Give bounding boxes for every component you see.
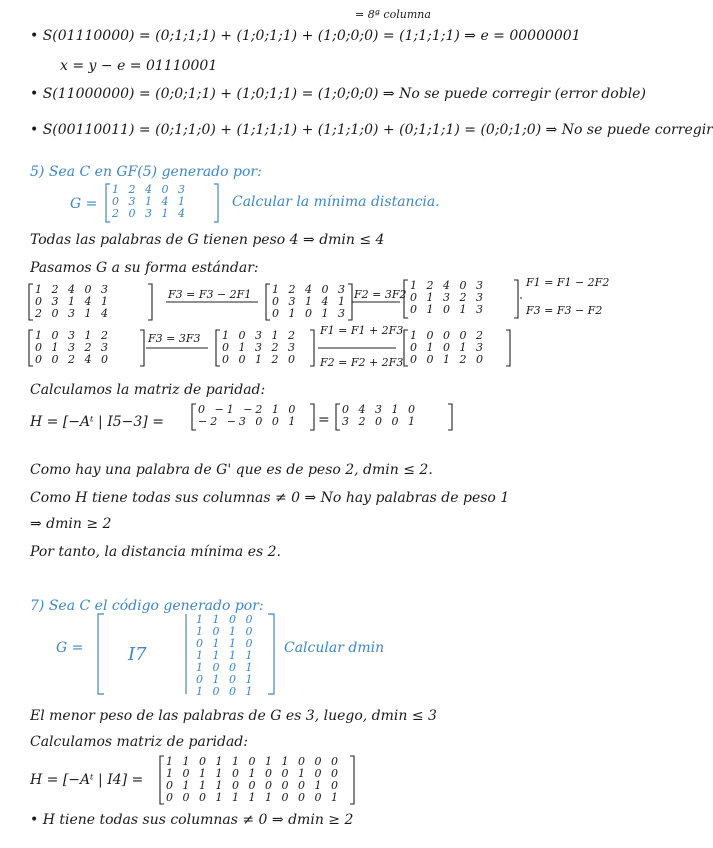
parity-line-5: Calculamos la matriz de paridad: (30, 382, 266, 398)
parity-matrix-5b: 0 4 3 1 0 3 2 0 0 1 (342, 403, 418, 428)
h-label-7: H = [−Aᵗ | I4] = (30, 772, 144, 788)
column-note: = 8ª columna (355, 8, 431, 21)
g5-left-bracket (106, 184, 110, 222)
conclusion-5-4: Por tanto, la distancia mínima es 2. (30, 544, 281, 560)
g7-right-bracket (268, 614, 274, 694)
syndrome-line-2: • S(11000000) = (0;0;1;1) + (1;0;1;1) = (1;0;0;0) ⇒ No se puede corregir (error doble) (30, 86, 646, 102)
exercise-7-title: 7) Sea C el código generado por: (30, 598, 264, 614)
g-label-5: G = (70, 196, 98, 212)
weight-line-7: El menor peso de las palabras de G es 3, luego, dmin ≤ 3 (30, 708, 437, 724)
exercise-5-title: 5) Sea C en GF(5) generado por: (30, 164, 262, 180)
g5-right-bracket (214, 184, 218, 222)
h-label-5: H = [−Aᵗ | I5−3] = (30, 414, 164, 430)
op-step-2: F2 = 3F2 (354, 288, 407, 301)
parity-matrix-5a: 0 −1 −2 1 0 −2 −3 0 0 1 (198, 403, 299, 428)
matrix-step-3: 1 2 4 0 3 0 1 3 2 3 0 1 0 1 3 (410, 279, 486, 316)
op-step-3b: F3 = F3 − F2 (526, 304, 603, 317)
generator-matrix-5: 1 2 4 0 3 0 3 1 4 1 2 0 3 1 4 (112, 183, 188, 220)
matrix-step-2: 1 2 4 0 3 0 3 1 4 1 0 1 0 1 3 (272, 283, 348, 320)
generator-a-matrix-7: 1 1 0 0 1 0 1 0 0 1 1 0 1 1 1 1 1 0 0 1 0 1 0 1 1 0 0 1 (196, 613, 256, 698)
parity-line-7: Calculamos matriz de paridad: (30, 734, 248, 750)
op-step-1: F3 = F3 − 2F1 (168, 288, 252, 301)
syndrome-line-3: • S(00110011) = (0;1;1;0) + (1;1;1;1) + (1;1;1;0) + (0;1;1;1) = (0;0;1;0) ⇒ No se puede corregir (30, 122, 713, 138)
corrected-word-line: x = y − e = 01110001 (60, 58, 218, 74)
g7-left-bracket (98, 614, 104, 694)
matrix-step-5: 1 0 3 1 2 0 1 3 2 3 0 0 1 2 0 (222, 329, 298, 366)
conclusion-5-1: Como hay una palabra de G' que es de peso 2, dmin ≤ 2. (30, 462, 433, 478)
task-7: Calcular dmin (284, 640, 385, 656)
op-step-3a: F1 = F1 − 2F2 (526, 276, 610, 289)
standard-form-line: Pasamos G a su forma estándar: (30, 260, 259, 276)
conclusion-5-3: ⇒ dmin ≥ 2 (30, 516, 112, 532)
conclusion-5-2: Como H tiene todas sus columnas ≠ 0 ⇒ No hay palabras de peso 1 (30, 490, 510, 506)
op-step-5b: F2 = F2 + 2F3 (320, 356, 404, 369)
weight-line-5: Todas las palabras de G tienen peso 4 ⇒ dmin ≤ 4 (30, 232, 385, 248)
identity-label-7: I7 (128, 644, 147, 665)
equals-sign: = (318, 412, 330, 428)
matrix-step-6: 1 0 0 0 2 0 1 0 1 3 0 0 1 2 0 (410, 329, 486, 366)
conclusion-7: • H tiene todas sus columnas ≠ 0 ⇒ dmin ≥ 2 (30, 812, 354, 828)
task-5: Calcular la mínima distancia. (232, 194, 440, 210)
parity-matrix-7: 1 1 0 1 1 0 1 1 0 0 0 1 0 1 1 0 1 0 0 1 0 0 0 1 1 1 0 0 0 0 0 1 0 0 0 0 1 1 1 1 0 0 0 1 (166, 755, 341, 804)
op-step-4: F3 = 3F3 (148, 332, 201, 345)
g-label-7: G = (56, 640, 84, 656)
syndrome-line-1: • S(01110000) = (0;1;1;1) + (1;0;1;1) + (1;0;0;0) = (1;1;1;1) ⇒ e = 00000001 (30, 28, 581, 44)
op-step-5a: F1 = F1 + 2F3 (320, 324, 404, 337)
matrix-step-4: 1 0 3 1 2 0 1 3 2 3 0 0 2 4 0 (35, 329, 111, 366)
matrix-step-1: 1 2 4 0 3 0 3 1 4 1 2 0 3 1 4 (35, 283, 111, 320)
